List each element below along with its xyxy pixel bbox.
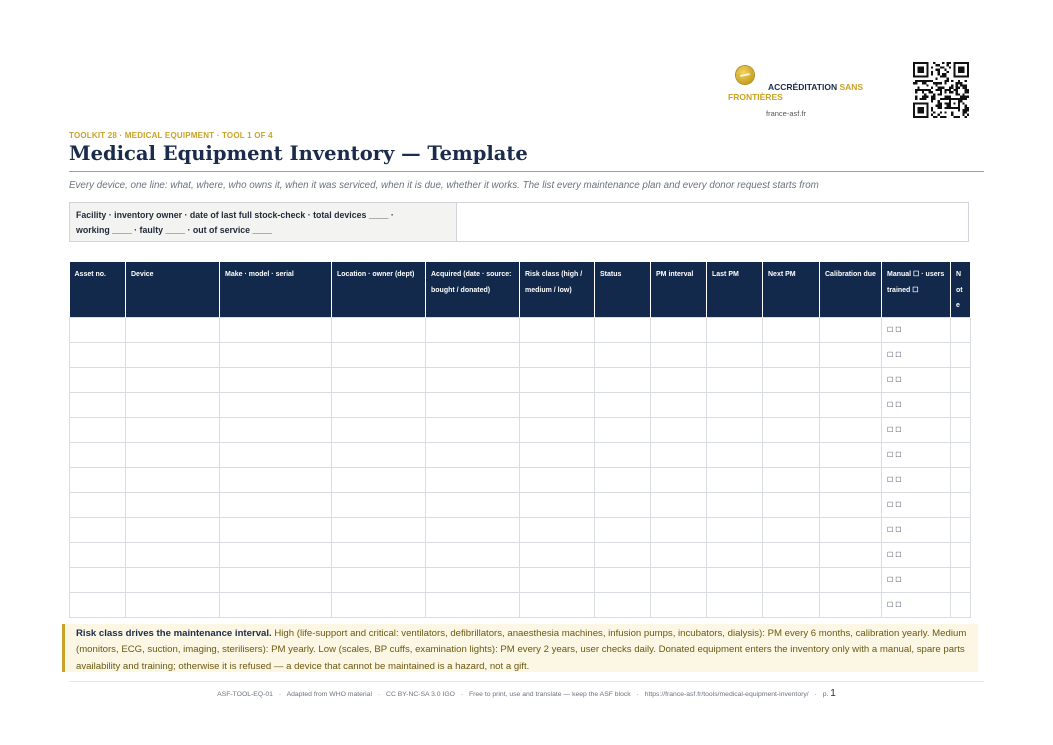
table-cell[interactable] bbox=[70, 393, 126, 418]
column-header: Location · owner (dept) bbox=[332, 262, 426, 318]
table-cell[interactable] bbox=[126, 543, 220, 568]
table-cell[interactable] bbox=[426, 418, 520, 443]
table-row bbox=[70, 493, 971, 518]
manual-trained-checkboxes[interactable]: ☐ ☐ bbox=[882, 518, 951, 543]
table-cell[interactable] bbox=[426, 543, 520, 568]
table-cell[interactable] bbox=[426, 518, 520, 543]
table-cell[interactable] bbox=[220, 343, 332, 368]
table-cell[interactable] bbox=[951, 418, 971, 443]
table-cell[interactable] bbox=[126, 568, 220, 593]
table-cell[interactable] bbox=[820, 368, 882, 393]
table-row bbox=[70, 368, 971, 393]
table-cell[interactable] bbox=[763, 443, 820, 468]
table-cell[interactable] bbox=[707, 493, 763, 518]
table-cell[interactable] bbox=[426, 343, 520, 368]
table-header-row bbox=[70, 262, 971, 318]
table-cell[interactable] bbox=[707, 393, 763, 418]
table-cell[interactable] bbox=[595, 543, 651, 568]
table-cell[interactable] bbox=[220, 543, 332, 568]
table-cell[interactable] bbox=[707, 518, 763, 543]
table-cell[interactable] bbox=[820, 568, 882, 593]
column-header: Last PM bbox=[707, 262, 763, 318]
table-cell[interactable] bbox=[332, 518, 426, 543]
qr-code-icon bbox=[913, 62, 969, 118]
table-cell[interactable] bbox=[651, 493, 707, 518]
table-cell[interactable] bbox=[332, 318, 426, 343]
footer-license: CC BY-NC-SA 3.0 IGO bbox=[386, 691, 455, 698]
footer-separator: · bbox=[636, 691, 639, 698]
table-cell[interactable] bbox=[126, 343, 220, 368]
table-cell[interactable] bbox=[595, 568, 651, 593]
table-row bbox=[70, 343, 971, 368]
table-cell[interactable] bbox=[426, 368, 520, 393]
risk-class-note bbox=[62, 624, 978, 672]
table-cell[interactable] bbox=[70, 568, 126, 593]
table-cell[interactable] bbox=[220, 418, 332, 443]
table-cell[interactable] bbox=[820, 518, 882, 543]
table-cell[interactable] bbox=[220, 318, 332, 343]
table-cell[interactable] bbox=[426, 318, 520, 343]
org-name bbox=[728, 82, 888, 102]
table-cell[interactable] bbox=[651, 518, 707, 543]
table-cell[interactable] bbox=[820, 393, 882, 418]
manual-trained-checkboxes[interactable]: ☐ ☐ bbox=[882, 343, 951, 368]
column-header: Device bbox=[126, 262, 220, 318]
facility-label-line2: working ____ · faulty ____ · out of service ____ bbox=[76, 225, 273, 235]
table-cell[interactable] bbox=[707, 568, 763, 593]
table-cell[interactable] bbox=[763, 318, 820, 343]
manual-trained-checkboxes[interactable]: ☐ ☐ bbox=[882, 468, 951, 493]
table-cell[interactable] bbox=[126, 493, 220, 518]
table-cell[interactable] bbox=[220, 593, 332, 618]
table-cell[interactable] bbox=[951, 468, 971, 493]
column-header: Status bbox=[595, 262, 651, 318]
table-cell[interactable] bbox=[951, 568, 971, 593]
inventory-table bbox=[69, 262, 971, 618]
column-header: Next PM bbox=[763, 262, 820, 318]
manual-trained-checkboxes[interactable]: ☐ ☐ bbox=[882, 393, 951, 418]
table-cell[interactable] bbox=[220, 518, 332, 543]
org-name-dark: ACCRÉDITATION bbox=[768, 82, 838, 92]
table-row bbox=[70, 593, 971, 618]
column-header: Asset no. bbox=[70, 262, 126, 318]
table-cell[interactable] bbox=[707, 343, 763, 368]
table-cell[interactable] bbox=[820, 468, 882, 493]
table-row bbox=[70, 543, 971, 568]
table-cell[interactable] bbox=[332, 418, 426, 443]
table-cell[interactable] bbox=[651, 443, 707, 468]
table-cell[interactable] bbox=[126, 393, 220, 418]
table-cell[interactable] bbox=[520, 568, 595, 593]
table-cell[interactable] bbox=[520, 368, 595, 393]
manual-trained-checkboxes[interactable]: ☐ ☐ bbox=[882, 318, 951, 343]
column-header: Risk class (high / medium / low) bbox=[520, 262, 595, 318]
table-cell[interactable] bbox=[220, 443, 332, 468]
table-cell[interactable] bbox=[520, 518, 595, 543]
table-cell[interactable] bbox=[763, 418, 820, 443]
table-cell[interactable] bbox=[70, 543, 126, 568]
table-cell[interactable] bbox=[220, 393, 332, 418]
manual-trained-checkboxes[interactable]: ☐ ☐ bbox=[882, 418, 951, 443]
table-row bbox=[70, 468, 971, 493]
table-cell[interactable] bbox=[70, 368, 126, 393]
table-cell[interactable] bbox=[707, 418, 763, 443]
table-cell[interactable] bbox=[332, 543, 426, 568]
table-cell[interactable] bbox=[520, 493, 595, 518]
table-cell[interactable] bbox=[763, 368, 820, 393]
table-cell[interactable] bbox=[126, 468, 220, 493]
page-title: Medical Equipment Inventory — Template bbox=[69, 142, 528, 165]
toolkit-kicker: TOOLKIT 28 · MEDICAL EQUIPMENT · TOOL 1 OF 4 bbox=[69, 131, 273, 140]
manual-trained-checkboxes[interactable]: ☐ ☐ bbox=[882, 443, 951, 468]
table-row bbox=[70, 518, 971, 543]
table-cell[interactable] bbox=[951, 593, 971, 618]
table-cell[interactable] bbox=[70, 493, 126, 518]
table-cell[interactable] bbox=[595, 418, 651, 443]
column-header: Acquired (date · source: bought / donated) bbox=[426, 262, 520, 318]
column-header: Make · model · serial bbox=[220, 262, 332, 318]
manual-trained-checkboxes[interactable]: ☐ ☐ bbox=[882, 368, 951, 393]
table-cell[interactable] bbox=[951, 318, 971, 343]
table-cell[interactable] bbox=[595, 368, 651, 393]
column-header: Note bbox=[951, 262, 971, 318]
table-cell[interactable] bbox=[595, 493, 651, 518]
table-row bbox=[70, 443, 971, 468]
facility-label bbox=[70, 203, 457, 241]
table-cell[interactable] bbox=[763, 468, 820, 493]
table-cell[interactable] bbox=[595, 318, 651, 343]
table-row bbox=[70, 393, 971, 418]
page-footer bbox=[69, 688, 984, 699]
table-cell[interactable] bbox=[651, 418, 707, 443]
footer-page-label: p. bbox=[822, 691, 829, 698]
table-cell[interactable] bbox=[763, 568, 820, 593]
table-cell[interactable] bbox=[520, 393, 595, 418]
facility-label-line1: Facility · inventory owner · date of last full stock-check · total devices ____ · bbox=[76, 210, 394, 220]
table-row bbox=[70, 418, 971, 443]
table-cell[interactable] bbox=[951, 393, 971, 418]
footer-separator: · bbox=[278, 691, 282, 698]
table-cell[interactable] bbox=[332, 393, 426, 418]
table-cell[interactable] bbox=[595, 443, 651, 468]
table-cell[interactable] bbox=[707, 543, 763, 568]
table-cell[interactable] bbox=[951, 443, 971, 468]
table-body bbox=[70, 318, 971, 618]
table-cell[interactable] bbox=[951, 343, 971, 368]
table-cell[interactable] bbox=[332, 343, 426, 368]
table-cell[interactable] bbox=[126, 443, 220, 468]
table-cell[interactable] bbox=[520, 418, 595, 443]
table-cell[interactable] bbox=[220, 568, 332, 593]
table-cell[interactable] bbox=[520, 318, 595, 343]
facility-value-field[interactable] bbox=[458, 203, 968, 241]
footer-page-number: 1 bbox=[830, 688, 836, 699]
table-cell[interactable] bbox=[595, 393, 651, 418]
table-cell[interactable] bbox=[763, 518, 820, 543]
table-cell[interactable] bbox=[70, 443, 126, 468]
table-cell[interactable] bbox=[820, 418, 882, 443]
table-cell[interactable] bbox=[820, 443, 882, 468]
table-cell[interactable] bbox=[651, 393, 707, 418]
table-cell[interactable] bbox=[426, 443, 520, 468]
manual-trained-checkboxes[interactable]: ☐ ☐ bbox=[882, 593, 951, 618]
table-cell[interactable] bbox=[763, 543, 820, 568]
table-cell[interactable] bbox=[763, 343, 820, 368]
table-cell[interactable] bbox=[426, 493, 520, 518]
table-cell[interactable] bbox=[426, 468, 520, 493]
column-header: PM interval bbox=[651, 262, 707, 318]
table-cell[interactable] bbox=[332, 593, 426, 618]
org-name-gold-1: SANS bbox=[839, 82, 864, 92]
table-cell[interactable] bbox=[426, 568, 520, 593]
table-cell[interactable] bbox=[707, 443, 763, 468]
table-cell[interactable] bbox=[763, 493, 820, 518]
footer-separator: · bbox=[460, 691, 464, 698]
table-cell[interactable] bbox=[126, 518, 220, 543]
manual-trained-checkboxes[interactable]: ☐ ☐ bbox=[882, 493, 951, 518]
footer-divider bbox=[69, 681, 984, 682]
table-cell[interactable] bbox=[126, 368, 220, 393]
table-cell[interactable] bbox=[651, 318, 707, 343]
footer-usage: Free to print, use and translate — keep the ASF block bbox=[468, 691, 631, 698]
table-cell[interactable] bbox=[707, 593, 763, 618]
table-cell[interactable] bbox=[426, 593, 520, 618]
org-logo-block bbox=[728, 64, 888, 124]
table-cell[interactable] bbox=[763, 393, 820, 418]
facility-info-box bbox=[69, 202, 969, 242]
table-cell[interactable] bbox=[70, 518, 126, 543]
table-cell[interactable] bbox=[820, 493, 882, 518]
table-cell[interactable] bbox=[820, 593, 882, 618]
footer-separator: · bbox=[377, 691, 381, 698]
table-row bbox=[70, 568, 971, 593]
table-cell[interactable] bbox=[820, 318, 882, 343]
table-cell[interactable] bbox=[332, 468, 426, 493]
table-cell[interactable] bbox=[651, 543, 707, 568]
table-cell[interactable] bbox=[951, 518, 971, 543]
table-cell[interactable] bbox=[332, 568, 426, 593]
footer-source: Adapted from WHO material bbox=[286, 691, 372, 698]
table-cell[interactable] bbox=[520, 593, 595, 618]
table-cell[interactable] bbox=[651, 568, 707, 593]
table-cell[interactable] bbox=[820, 343, 882, 368]
org-name-gold-2: FRONTIÈRES bbox=[728, 92, 783, 102]
table-cell[interactable] bbox=[707, 318, 763, 343]
table-cell[interactable] bbox=[70, 318, 126, 343]
table-row bbox=[70, 318, 971, 343]
table-cell[interactable] bbox=[595, 518, 651, 543]
table-cell[interactable] bbox=[426, 393, 520, 418]
note-text: High (life-support and critical: ventilators, defibrillators, anaesthesia machines, infusion pumps, incubators, dialysis): PM every 6 months, calibration yearly. Medium (monitors, ECG, suction, imaging, sterilisers): PM yearly. Low (scales, BP cuffs, examination lights): PM every 2 years, user checks daily. Donated equipment enters the inventory only with a manual, spare parts availability and training; otherwise it is refused — a device that cannot be maintained is a hazard, not a gift. bbox=[76, 628, 967, 672]
table-cell[interactable] bbox=[332, 443, 426, 468]
table-cell[interactable] bbox=[820, 543, 882, 568]
table-cell[interactable] bbox=[951, 368, 971, 393]
table-cell[interactable] bbox=[651, 368, 707, 393]
manual-trained-checkboxes[interactable]: ☐ ☐ bbox=[882, 568, 951, 593]
table-cell[interactable] bbox=[651, 468, 707, 493]
table-cell[interactable] bbox=[126, 418, 220, 443]
title-divider bbox=[69, 171, 984, 172]
table-cell[interactable] bbox=[70, 343, 126, 368]
column-header: Manual ☐ · users trained ☐ bbox=[882, 262, 951, 318]
table-cell[interactable] bbox=[70, 468, 126, 493]
table-cell[interactable] bbox=[520, 543, 595, 568]
table-cell[interactable] bbox=[707, 468, 763, 493]
table-cell[interactable] bbox=[595, 593, 651, 618]
table-cell[interactable] bbox=[220, 368, 332, 393]
manual-trained-checkboxes[interactable]: ☐ ☐ bbox=[882, 543, 951, 568]
table-cell[interactable] bbox=[70, 593, 126, 618]
table-cell[interactable] bbox=[332, 493, 426, 518]
table-cell[interactable] bbox=[332, 368, 426, 393]
column-header: Calibration due bbox=[820, 262, 882, 318]
footer-url[interactable]: https://france-asf.fr/tools/medical-equipment-inventory/ bbox=[644, 691, 809, 698]
table-cell[interactable] bbox=[520, 468, 595, 493]
table-cell[interactable] bbox=[651, 343, 707, 368]
table-cell[interactable] bbox=[126, 593, 220, 618]
org-website: france-asf.fr bbox=[766, 109, 807, 118]
table-cell[interactable] bbox=[707, 368, 763, 393]
footer-separator: · bbox=[814, 691, 817, 698]
table-cell[interactable] bbox=[520, 343, 595, 368]
page-subtitle: Every device, one line: what, where, who owns it, when it was serviced, when it is due, whether it works. The list every maintenance plan and every donor request starts from bbox=[69, 180, 819, 191]
table-cell[interactable] bbox=[595, 343, 651, 368]
table-cell[interactable] bbox=[220, 468, 332, 493]
table-cell[interactable] bbox=[651, 593, 707, 618]
table-cell[interactable] bbox=[220, 493, 332, 518]
table-cell[interactable] bbox=[951, 493, 971, 518]
table-cell[interactable] bbox=[951, 543, 971, 568]
note-heading: Risk class drives the maintenance interval. bbox=[76, 628, 272, 639]
table-cell[interactable] bbox=[595, 468, 651, 493]
table-cell[interactable] bbox=[70, 418, 126, 443]
footer-doc-id: ASF-TOOL-EQ-01 bbox=[217, 691, 273, 698]
table-cell[interactable] bbox=[763, 593, 820, 618]
table-cell[interactable] bbox=[520, 443, 595, 468]
table-cell[interactable] bbox=[126, 318, 220, 343]
